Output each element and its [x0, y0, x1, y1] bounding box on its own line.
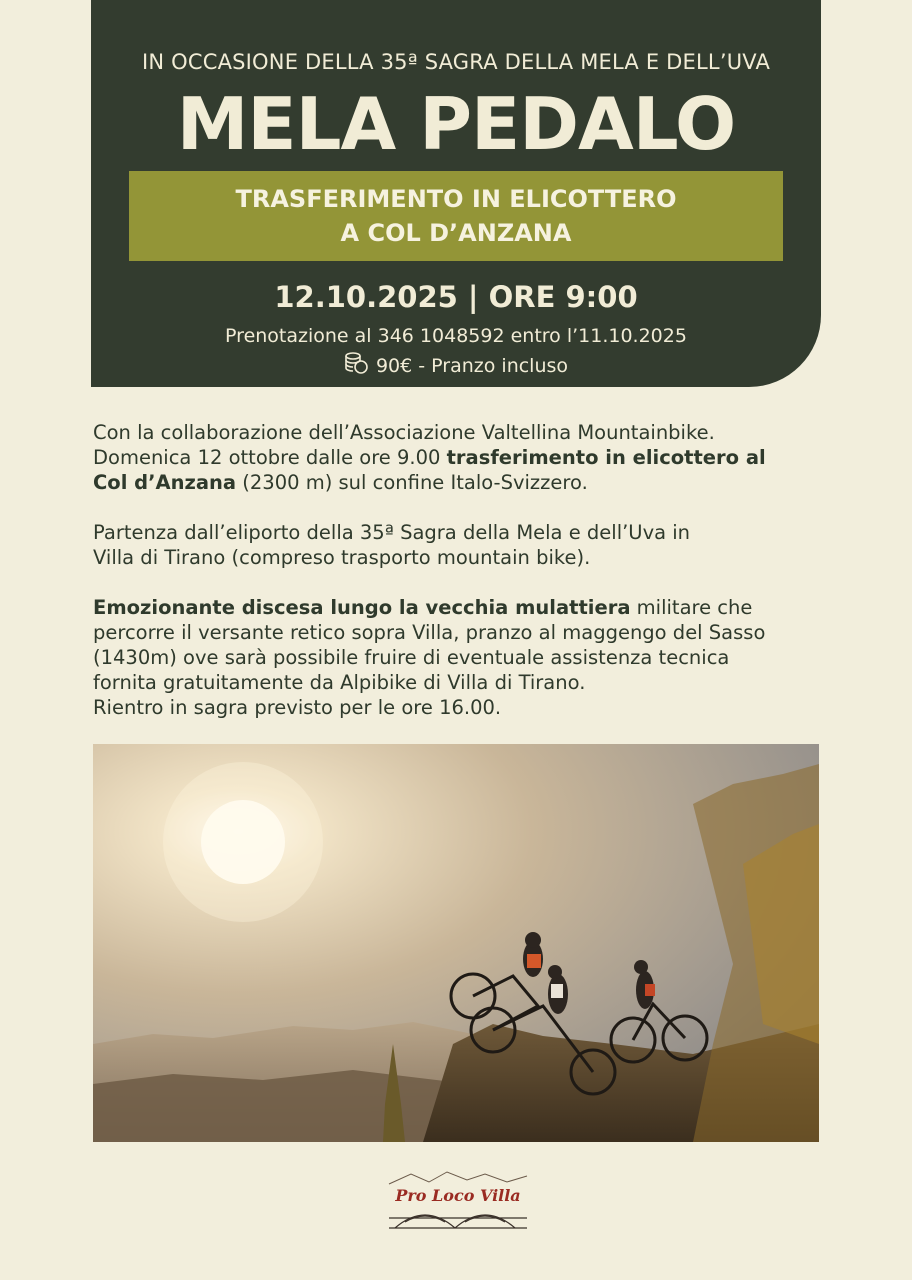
banner-line-1: TRASFERIMENTO IN ELICOTTERO — [235, 185, 677, 213]
text-departure-2: Villa di Tirano (compreso trasporto mountain bike). — [93, 546, 591, 569]
event-description — [93, 420, 833, 745]
coins-icon — [344, 351, 370, 380]
paragraph-departure — [93, 520, 833, 570]
text-descent-bold: Emozionante discesa lungo la vecchia mulattiera — [93, 596, 631, 619]
paragraph-descent — [93, 595, 833, 720]
text-descent-d: fornita gratuitamente da Alpibike di Villa di Tirano. — [93, 671, 586, 694]
event-datetime: 12.10.2025 | ORE 9:00 — [274, 280, 638, 314]
occasion-subtitle: IN OCCASIONE DELLA 35ª SAGRA DELLA MELA E DELL’UVA — [141, 50, 771, 74]
banner-line-2: A COL D’ANZANA — [340, 219, 572, 247]
text-return: Rientro in sagra previsto per le ore 16.00. — [93, 696, 502, 719]
paragraph-collaboration — [93, 420, 833, 495]
text-transfer-bold: trasferimento in elicottero al — [446, 446, 766, 469]
price-text: 90€ - Pranzo incluso — [375, 354, 569, 377]
text-descent-a: militare che — [630, 596, 753, 619]
text-date: Domenica 12 ottobre dalle ore 9.00 — [93, 446, 447, 469]
text-descent-b: percorre il versante retico sopra Villa, pranzo al maggengo del Sasso — [93, 621, 766, 644]
helicopter-banner — [129, 171, 783, 261]
pro-loco-villa-logo — [385, 1168, 531, 1234]
mountain-bikers-photo — [93, 744, 819, 1142]
text-departure-1: Partenza dall’eliporto della 35ª Sagra della Mela e dell’Uva in — [93, 521, 691, 544]
logo-text: Pro Loco Villa — [395, 1186, 521, 1205]
text-collaboration: Con la collaborazione dell’Associazione Valtellina Mountainbike. — [93, 421, 715, 444]
event-title: MELA PEDALO — [176, 82, 736, 166]
header-panel — [91, 0, 821, 387]
text-col-anzana-bold: Col d’Anzana — [93, 471, 237, 494]
booking-info: Prenotazione al 346 1048592 entro l’11.10.2025 — [225, 325, 687, 347]
price-info — [91, 351, 821, 380]
text-altitude: (2300 m) sul confine Italo-Svizzero. — [236, 471, 588, 494]
text-descent-c: (1430m) ove sarà possibile fruire di eventuale assistenza tecnica — [93, 646, 730, 669]
